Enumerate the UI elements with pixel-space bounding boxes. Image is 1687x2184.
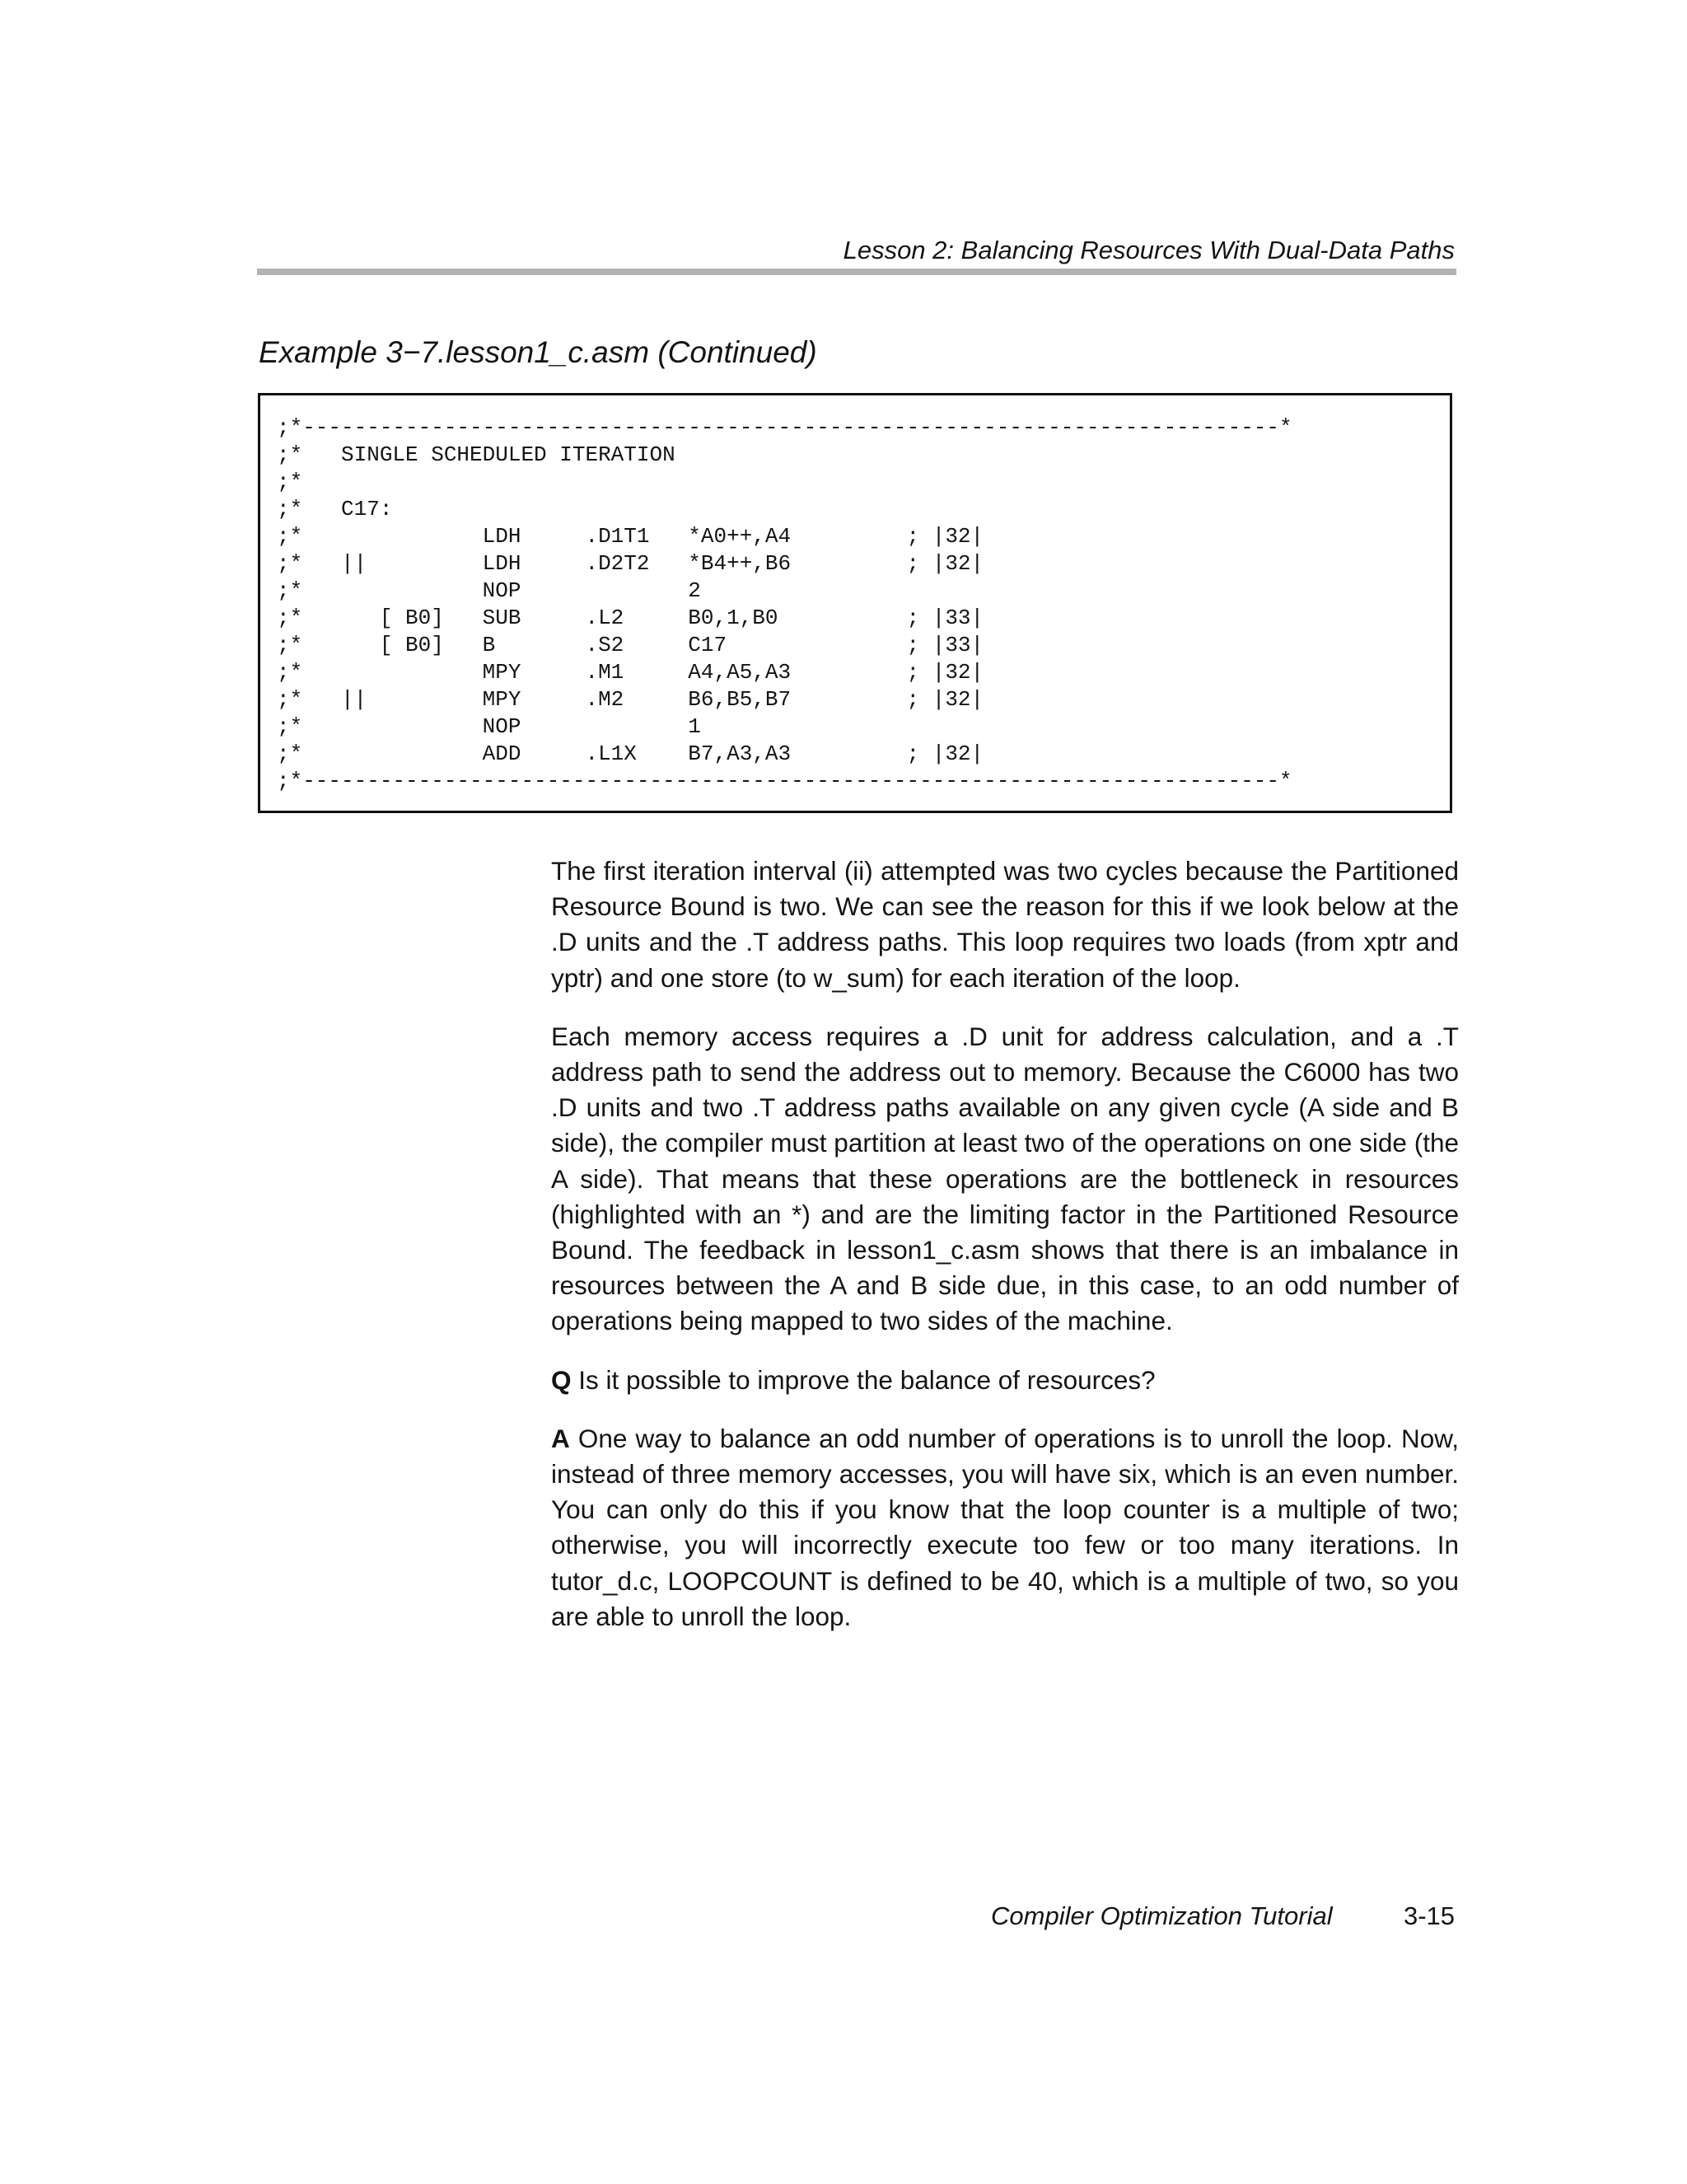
code-line: ;*----------------------------------------------------------------------------* — [277, 415, 1292, 440]
code-line: ;* || LDH .D2T2 *B4++,B6 ; |32| — [277, 551, 984, 576]
code-line: ;* ADD .L1X B7,A3,A3 ; |32| — [277, 741, 984, 766]
body-text — [551, 853, 1459, 1658]
header-rule — [257, 269, 1456, 275]
paragraph-memory-access: Each memory access requires a .D unit for address calculation, and a .T address path to send the address out to memory. Because the C6000 has two .D units and two .T address paths available on any given cycle (A side and B side), the compiler must partition at least two of the operations on one side (the A side). That means that these operations are the bottleneck in resources (highlighted with an *) and are the limiting factor in the Partitioned Resource Bound. The feedback in lesson1_c.asm shows that there is an imbalance in resources between the A and B side due, in this case, to an odd number of operations being mapped to two sides of the machine. — [551, 1021, 1459, 1336]
code-line: ;*----------------------------------------------------------------------------* — [277, 769, 1292, 793]
answer-text: One way to balance an odd number of operations is to unroll the loop. Now, instead of three memory accesses, you will have six, which is an even number. You can only do this if you know that the loop counter is a multiple of two; otherwise, you will incorrectly execute too few or too many iterations. In tutor_d.c, LOOPCOUNT is defined to be 40, which is a multiple of two, so you are able to unroll the loop. — [551, 1423, 1459, 1631]
question-text: Is it possible to improve the balance of resources? — [571, 1364, 1156, 1395]
running-header: Lesson 2: Balancing Resources With Dual-Data Paths — [843, 236, 1455, 264]
code-line: ;* NOP 1 — [277, 714, 701, 739]
example-title: Example 3−7.lesson1_c.asm (Continued) — [259, 335, 817, 369]
code-line: ;* MPY .M1 A4,A5,A3 ; |32| — [277, 660, 984, 685]
paragraph-iteration-interval: The first iteration interval (ii) attempted was two cycles because the Partitioned Resource Bound is two. We can see the reason for this if we look below at the .D units and the .T address paths. This loop requires two loads (from xptr and yptr) and one store (to w_sum) for each iteration of the loop. — [551, 856, 1459, 993]
footer-book-title: Compiler Optimization Tutorial — [991, 1901, 1333, 1930]
footer-page-number: 3-15 — [1403, 1901, 1455, 1930]
code-line: ;* NOP 2 — [277, 578, 701, 603]
code-line: ;* [ B0] SUB .L2 B0,1,B0 ; |33| — [277, 606, 984, 630]
question-marker: Q — [551, 1364, 572, 1395]
code-line: ;* SINGLE SCHEDULED ITERATION — [277, 442, 675, 467]
code-line: ;* LDH .D1T1 *A0++,A4 ; |32| — [277, 524, 984, 549]
code-line: ;* [ B0] B .S2 C17 ; |33| — [277, 633, 984, 657]
answer-paragraph — [551, 1421, 1459, 1634]
answer-marker: A — [551, 1423, 570, 1453]
code-line: ;* C17: — [277, 497, 393, 521]
question-paragraph — [551, 1363, 1459, 1398]
code-line: ;* || MPY .M2 B6,B5,B7 ; |32| — [277, 687, 984, 712]
code-box — [258, 393, 1452, 813]
code-listing — [277, 414, 1292, 795]
code-line: ;* — [277, 470, 303, 494]
